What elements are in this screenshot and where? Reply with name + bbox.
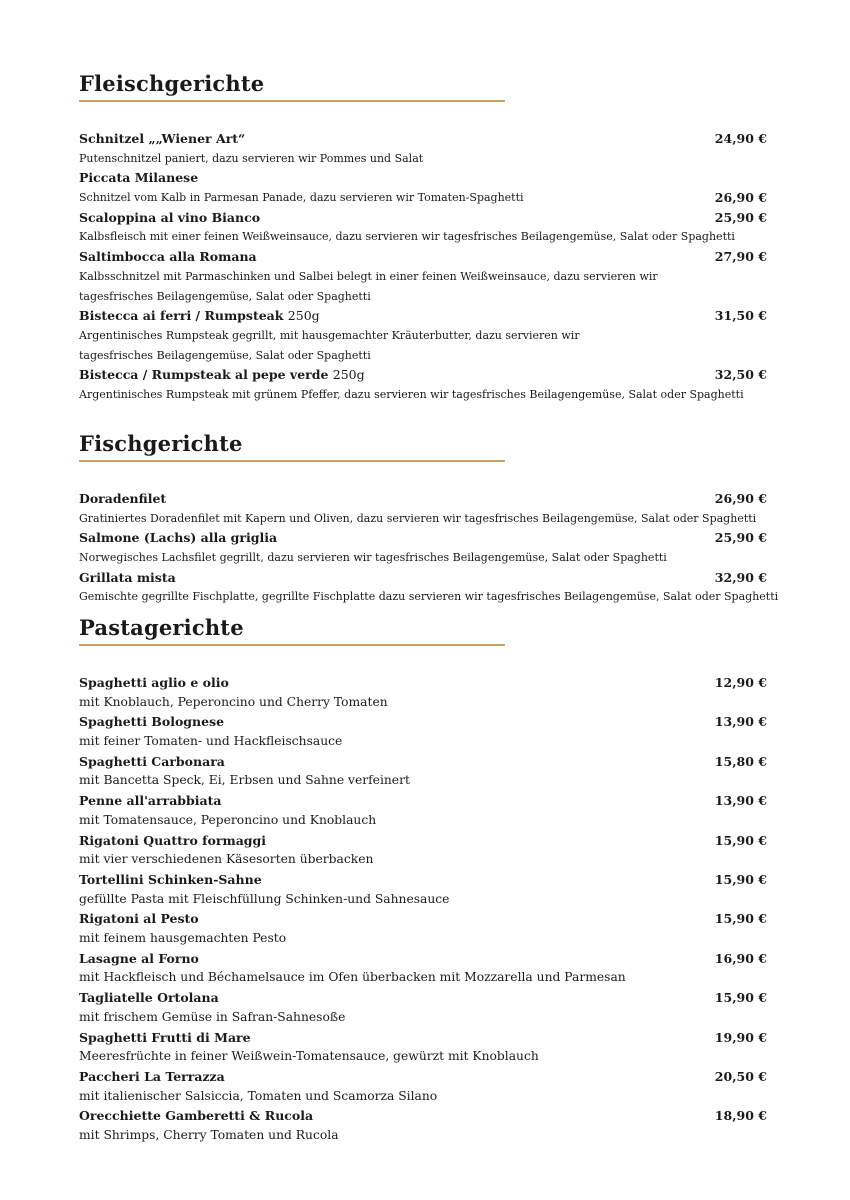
item-name: Grillata mista — [79, 569, 176, 585]
item-price: 15,80 € — [714, 753, 767, 769]
item-name: Spaghetti Frutti di Mare — [79, 1029, 251, 1045]
menu-item — [79, 168, 769, 207]
item-price: 16,90 € — [714, 950, 767, 966]
item-name: Salmone (Lachs) alla griglia — [79, 530, 278, 546]
menu-item — [79, 568, 779, 607]
item-description: gefüllte Pasta mit Fleischfüllung Schinken-und Sahnesauce — [79, 891, 450, 906]
menu-item — [79, 988, 769, 1027]
item-price: 15,90 € — [714, 990, 767, 1006]
item-description: Gratiniertes Doradenfilet mit Kapern und Oliven, dazu servieren wir tagesfrisches Beilagengemüse, Salat oder Spaghetti — [79, 511, 757, 525]
item-name: Piccata Milanese — [79, 170, 199, 186]
item-description: mit Bancetta Speck, Ei, Erbsen und Sahne verfeinert — [79, 773, 410, 788]
section-title: Pastagerichte — [79, 615, 244, 640]
menu-item — [79, 909, 769, 948]
menu-item — [79, 1067, 769, 1106]
item-description: mit feiner Tomaten- und Hackfleischsauce — [79, 734, 343, 749]
item-name: Paccheri La Terrazza — [79, 1068, 225, 1084]
section-fleischgerichte — [79, 72, 769, 405]
item-price: 18,90 € — [714, 1108, 767, 1124]
section-divider — [79, 100, 505, 102]
item-description: Meeresfrüchte in feiner Weißwein-Tomatensauce, gewürzt mit Knoblauch — [79, 1049, 539, 1064]
menu-item — [79, 791, 769, 830]
item-weight: 250g — [332, 367, 365, 383]
item-price: 25,90 € — [714, 530, 767, 546]
item-price: 12,90 € — [714, 675, 767, 690]
item-description: mit italienischer Salsiccia, Tomaten und Scamorza Silano — [79, 1088, 438, 1103]
item-description: Kalbsfleisch mit einer feinen Weißweinsauce, dazu servieren wir tagesfrisches Beilagengemüse, Salat oder Spaghetti — [79, 230, 735, 244]
item-price: 32,50 € — [714, 367, 767, 383]
item-description: mit frischem Gemüse in Safran-Sahnesoße — [79, 1009, 346, 1024]
item-price: 19,90 € — [714, 1029, 767, 1045]
menu-item — [79, 365, 769, 404]
item-price: 26,90 € — [714, 491, 767, 506]
item-price: 31,50 € — [714, 308, 767, 324]
menu-item — [79, 831, 769, 870]
item-description: mit Knoblauch, Peperoncino und Cherry Tomaten — [79, 694, 388, 709]
item-price: 25,90 € — [714, 209, 767, 225]
item-name — [79, 365, 769, 385]
menu-list — [79, 129, 769, 405]
section-title: Fischgerichte — [79, 431, 243, 456]
section-divider — [79, 644, 505, 646]
item-price: 20,50 € — [714, 1068, 767, 1084]
item-description: Schnitzel vom Kalb in Parmesan Panade, dazu servieren wir Tomaten-Spaghetti — [79, 191, 524, 205]
item-description: mit feinem hausgemachten Pesto — [79, 931, 287, 946]
menu-item — [79, 1106, 769, 1145]
menu-item — [79, 489, 769, 528]
item-description: Kalbsschnitzel mit Parmaschinken und Salbei belegt in einer feinen Weißweinsauce, dazu servieren wir tagesfrisches Beilagengemüse, Salat oder Spaghetti — [79, 269, 658, 303]
item-name: Doradenfilet — [79, 491, 167, 506]
item-name-text: Bistecca ai ferri / Rumpsteak — [79, 308, 284, 324]
menu-item — [79, 129, 769, 168]
menu-item — [79, 247, 769, 306]
menu-list — [79, 673, 769, 1146]
item-name: Rigatoni Quattro formaggi — [79, 832, 267, 848]
item-name: Schnitzel „„Wiener Art“ — [79, 131, 246, 146]
item-name: Scaloppina al vino Bianco — [79, 209, 261, 225]
item-name: Spaghetti Bolognese — [79, 714, 225, 730]
item-name: Orecchiette Gamberetti & Rucola — [79, 1108, 314, 1124]
menu-item — [79, 528, 769, 567]
item-name: Penne all'arrabbiata — [79, 793, 222, 809]
section-title: Fleischgerichte — [79, 71, 265, 96]
item-description: mit vier verschiedenen Käsesorten überbacken — [79, 852, 374, 867]
item-name-text: Bistecca / Rumpsteak al pepe verde — [79, 367, 329, 383]
item-description: mit Hackfleisch und Béchamelsauce im Ofen überbacken mit Mozzarella und Parmesan — [79, 970, 626, 985]
section-pastagerichte — [79, 616, 769, 1146]
item-name: Tortellini Schinken-Sahne — [79, 871, 262, 887]
item-name: Tagliatelle Ortolana — [79, 990, 219, 1006]
item-price: 32,90 € — [714, 569, 767, 585]
item-price: 26,90 € — [714, 190, 767, 206]
menu-item — [79, 673, 769, 712]
item-description: Argentinisches Rumpsteak mit grünem Pfeffer, dazu servieren wir tagesfrisches Beilagengemüse, Salat oder Spaghetti — [79, 388, 744, 402]
item-price: 24,90 € — [714, 131, 767, 146]
menu-list — [79, 489, 779, 607]
item-name: Lasagne al Forno — [79, 950, 199, 966]
item-name: Saltimbocca alla Romana — [79, 249, 257, 265]
menu-item — [79, 712, 769, 751]
section-fischgerichte — [79, 431, 779, 607]
item-description: mit Tomatensauce, Peperoncino und Knoblauch — [79, 812, 377, 827]
item-description: Putenschnitzel paniert, dazu servieren wir Pommes und Salat — [79, 151, 424, 165]
item-description: mit Shrimps, Cherry Tomaten und Rucola — [79, 1127, 339, 1142]
item-price: 15,90 € — [714, 871, 767, 887]
item-name: Spaghetti aglio e olio — [79, 675, 229, 690]
menu-item — [79, 870, 769, 909]
menu-item — [79, 949, 769, 988]
item-price: 13,90 € — [714, 793, 767, 809]
item-description: Argentinisches Rumpsteak gegrillt, mit hausgemachter Kräuterbutter, dazu servieren wir tagesfrisches Beilagengemüse, Salat oder Spaghetti — [79, 328, 580, 362]
menu-item — [79, 208, 769, 247]
item-price: 13,90 € — [714, 714, 767, 730]
item-price: 15,90 € — [714, 911, 767, 927]
item-price: 27,90 € — [714, 249, 767, 265]
menu-item — [79, 306, 769, 365]
item-weight: 250g — [287, 308, 320, 324]
item-name: Spaghetti Carbonara — [79, 753, 225, 769]
menu-item — [79, 1028, 769, 1067]
item-description: Norwegisches Lachsfilet gegrillt, dazu servieren wir tagesfrisches Beilagengemüse, Salat oder Spaghetti — [79, 551, 667, 565]
item-name: Rigatoni al Pesto — [79, 911, 199, 927]
menu-item — [79, 752, 769, 791]
item-description: Gemischte gegrillte Fischplatte, gegrillte Fischplatte dazu servieren wir tagesfrisches Beilagengemüse, Salat oder Spaghetti — [79, 590, 779, 604]
item-name — [79, 306, 769, 326]
section-divider — [79, 460, 505, 462]
item-price: 15,90 € — [714, 832, 767, 848]
